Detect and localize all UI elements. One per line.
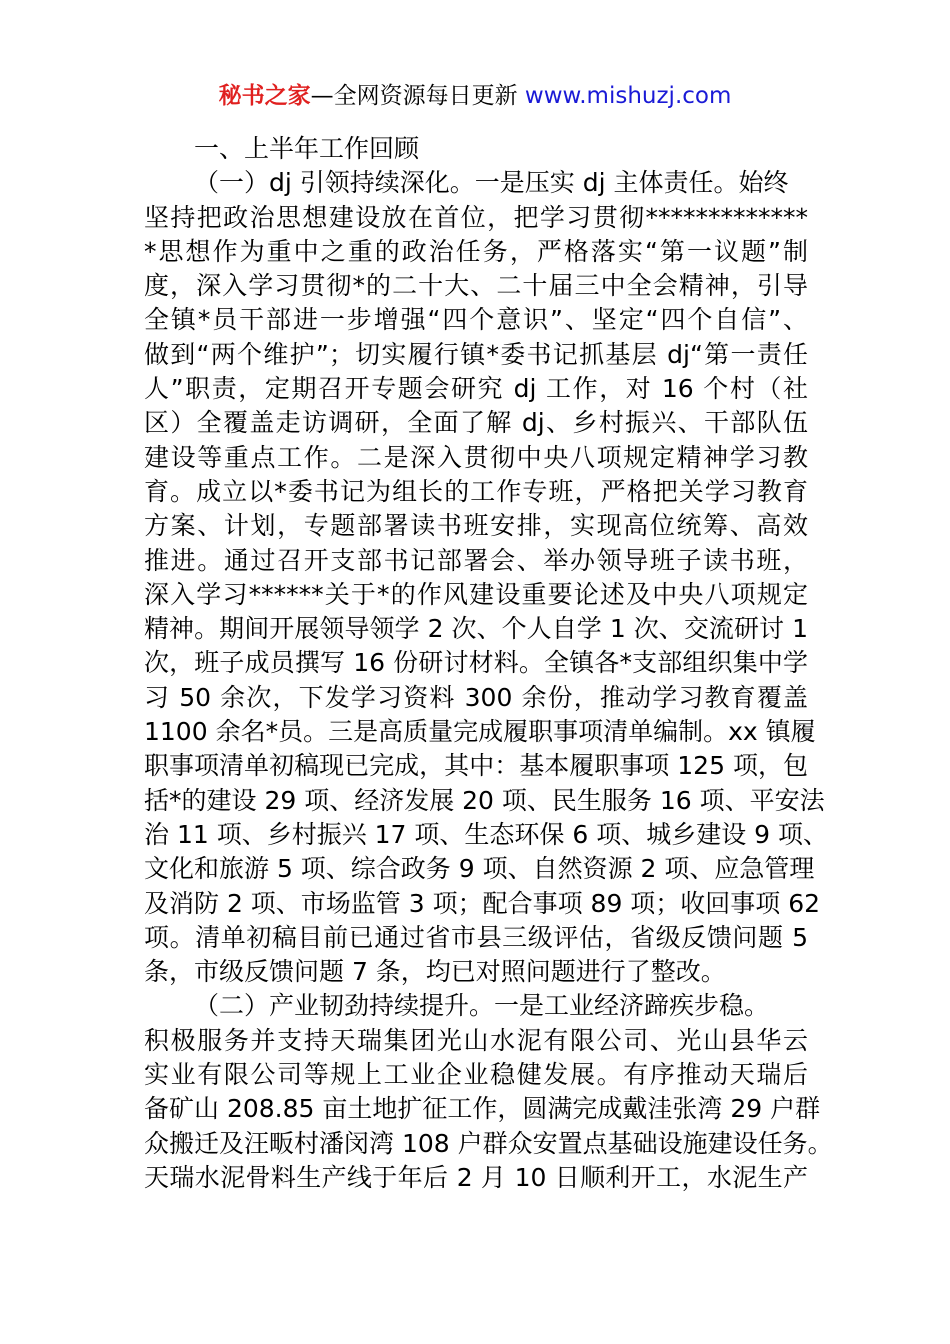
subsection-heading: （二）产业韧劲持续提升。一是工业经济蹄疾步稳。 <box>194 991 770 1021</box>
text-line: 项。清单初稿目前已通过省市县三级评估，省级反馈问题 5 <box>144 922 808 952</box>
text-line: 及消防 2 项、市场监管 3 项；配合事项 89 项；收回事项 62 <box>144 888 821 918</box>
text-line: 积极服务并支持天瑞集团光山水泥有限公司、光山县华云 <box>144 1025 808 1055</box>
text-line: *思想作为重中之重的政治任务，严格落实“第一议题”制 <box>144 236 808 266</box>
site-url: www.mishuzj.com <box>524 83 732 109</box>
text-line: 育。成立以*委书记为组长的工作专班，严格把关学习教育 <box>144 476 808 506</box>
text-line: 次，班子成员撰写 16 份研讨材料。全镇各*支部组织集中学 <box>144 648 808 678</box>
text-line: 人”职责，定期召开专题会研究 dj 工作，对 16 个村（社 <box>144 374 808 404</box>
text-line: 1100 余名*员。三是高质量完成履职事项清单编制。xx 镇履 <box>144 717 816 747</box>
document-body <box>144 132 833 1195</box>
text-line: 天瑞水泥骨料生产线于年后 2 月 10 日顺利开工，水泥生产 <box>144 1162 808 1192</box>
site-slogan: —全网资源每日更新 <box>310 83 525 109</box>
text-line: 方案、计划，专题部署读书班安排，实现高位统筹、高效 <box>144 511 808 541</box>
text-line: 坚持把政治思想建设放在首位，把学习贯彻************* <box>144 202 808 232</box>
text-line: 职事项清单初稿现已完成，其中：基本履职事项 125 项，包 <box>144 751 808 781</box>
text-line: 括*的建设 29 项、经济发展 20 项、民生服务 16 项、平安法 <box>144 785 825 815</box>
text-line: 全镇*员干部进一步增强“四个意识”、坚定“四个自信”、 <box>144 305 808 335</box>
text-line: 推进。通过召开支部书记部署会、举办领导班子读书班， <box>144 545 808 575</box>
text-line: 精神。期间开展领导领学 2 次、个人自学 1 次、交流研讨 1 <box>144 614 808 644</box>
text-line: 实业有限公司等规上工业企业稳健发展。有序推动天瑞后 <box>144 1060 808 1090</box>
text-line: 建设等重点工作。二是深入贯彻中央八项规定精神学习教 <box>144 442 808 472</box>
text-line: 众搬迁及汪畈村潘闵湾 108 户群众安置点基础设施建设任务。 <box>144 1128 833 1158</box>
section-heading: 一、上半年工作回顾 <box>194 134 420 163</box>
text-line: 区）全覆盖走访调研，全面了解 dj、乡村振兴、干部队伍 <box>144 408 808 438</box>
text-line: 文化和旅游 5 项、综合政务 9 项、自然资源 2 项、应急管理 <box>144 854 815 884</box>
text-line: 深入学习******关于*的作风建设重要论述及中央八项规定 <box>144 579 808 609</box>
site-brand: 秘书之家 <box>218 83 311 109</box>
text-line: 治 11 项、乡村振兴 17 项、生态环保 6 项、城乡建设 9 项、 <box>144 819 829 849</box>
text-line: 习 50 余次，下发学习资料 300 余份，推动学习教育覆盖 <box>144 682 808 712</box>
text-line: 条，市级反馈问题 7 条，均已对照问题进行了整改。 <box>144 957 726 987</box>
text-line: 度，深入学习贯彻*的二十大、二十届三中全会精神，引导 <box>144 271 808 301</box>
text-line: 做到“两个维护”；切实履行镇*委书记抓基层 dj“第一责任 <box>144 339 808 369</box>
subsection-heading: （一）dj 引领持续深化。一是压实 dj 主体责任。始终 <box>194 168 789 198</box>
text-line: 备矿山 208.85 亩土地扩征工作，圆满完成戴洼张湾 29 户群 <box>144 1094 821 1124</box>
site-header <box>0 80 950 112</box>
